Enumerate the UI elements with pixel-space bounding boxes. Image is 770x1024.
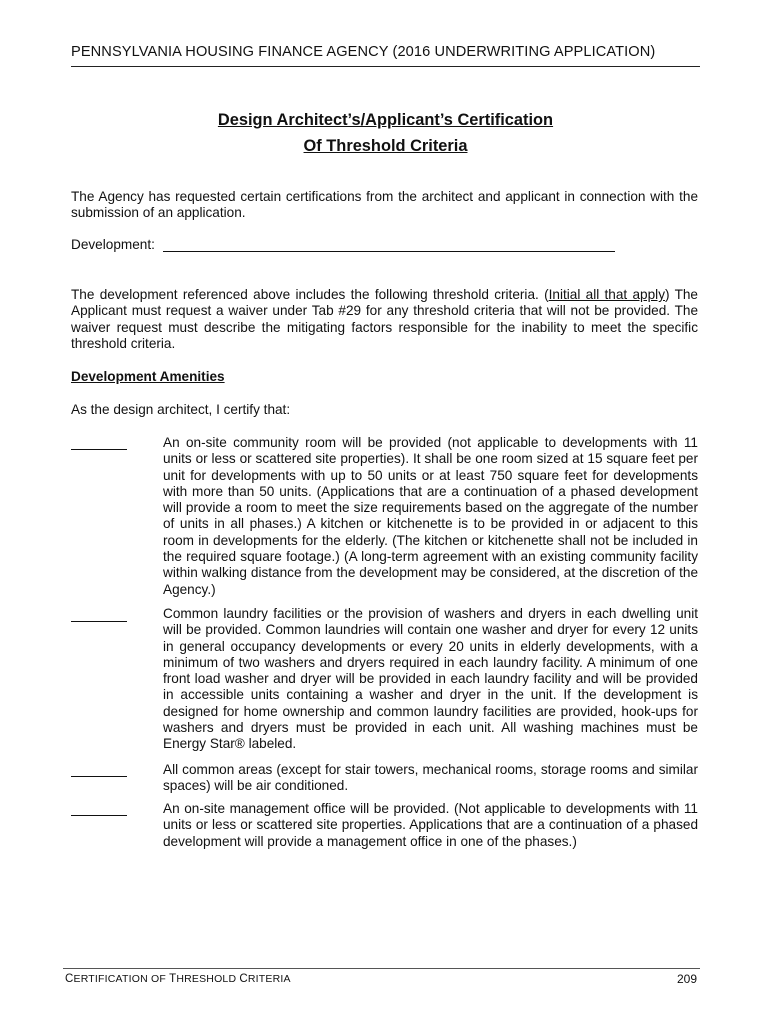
initial-blank-air-conditioning[interactable] bbox=[71, 776, 127, 777]
footer-cap: C bbox=[239, 973, 248, 985]
development-input-line[interactable] bbox=[163, 251, 615, 252]
threshold-text: The development referenced above includes the following threshold criteria. ( bbox=[71, 287, 549, 302]
footer-word: HRESHOLD bbox=[176, 973, 240, 985]
criteria-management-office: An on-site management office will be provided. (Not applicable to developments with 11 units or less or scattered site properties. Applications that are a continuation of a phased development will provide a management office in one of the phases.) bbox=[163, 801, 698, 849]
document-title: Design Architect’s/Applicant’s Certification bbox=[217, 111, 554, 129]
header-divider bbox=[71, 66, 700, 67]
page-header: PENNSYLVANIA HOUSING FINANCE AGENCY (2016 UNDERWRITING APPLICATION) bbox=[71, 44, 656, 60]
certify-statement: As the design architect, I certify that: bbox=[71, 402, 291, 417]
document-subtitle: Of Threshold Criteria bbox=[303, 137, 468, 155]
footer-title bbox=[65, 973, 291, 985]
development-label: Development: bbox=[71, 237, 155, 252]
footer-cap: T bbox=[169, 973, 177, 985]
threshold-text-rest: ) The Applicant must request a waiver under Tab #29 for any threshold criteria that will not be provided. The waiver request must describe the mitigating factors responsible for the inability to meet the specific threshold criteria. bbox=[71, 287, 698, 351]
criteria-community-room: An on-site community room will be provided (not applicable to developments with 11 units or less or scattered site properties). It shall be one room sized at 15 square feet per unit for developments with up to 50 units or at least 750 square feet for developments with more than 50 units. (Applications that are a continuation of a phased development will provide a room to meet the size requirements based on the aggregate of the number of units in all phases.) A kitchen or kitchenette is to be provided in or adjacent to this room in developments for the elderly. (The kitchen or kitchenette shall not be included in the required square footage.) (A long-term agreement with an existing community facility within walking distance from the development may be considered, at the discretion of the Agency.) bbox=[163, 435, 698, 597]
threshold-paragraph bbox=[71, 287, 698, 352]
criteria-air-conditioning: All common areas (except for stair towers, mechanical rooms, storage rooms and similar spaces) will be air conditioned. bbox=[163, 762, 698, 794]
footer-word: ERTIFICATION OF bbox=[73, 973, 170, 985]
criteria-laundry: Common laundry facilities or the provision of washers and dryers in each dwelling unit will be provided. Common laundries will contain one washer and dryer for every 12 units in general occupancy developments or every 20 units in elderly developments, with a minimum of two washers and dryers required in each laundry facility. A minimum of one front load washer and dryer will be provided in each laundry facility and will be provided in accessible units containing a washer and dryer in the unit. If the development is designed for home ownership and common laundry facilities are provided, hook-ups for washers and dryers must be provided in each unit. All washing machines must be Energy Star® labeled. bbox=[163, 606, 698, 752]
page-number: 209 bbox=[676, 972, 697, 986]
section-heading: Development Amenities bbox=[71, 369, 225, 384]
footer-cap: C bbox=[65, 973, 74, 985]
initial-blank-community-room[interactable] bbox=[71, 449, 127, 450]
footer-word: RITERIA bbox=[247, 973, 291, 985]
intro-paragraph: The Agency has requested certain certifications from the architect and applicant in connection with the submission of an application. bbox=[71, 189, 698, 221]
initial-all-note: Initial all that apply bbox=[548, 287, 665, 302]
initial-blank-management-office[interactable] bbox=[71, 815, 127, 816]
footer-divider bbox=[63, 968, 700, 969]
initial-blank-laundry[interactable] bbox=[71, 621, 127, 622]
